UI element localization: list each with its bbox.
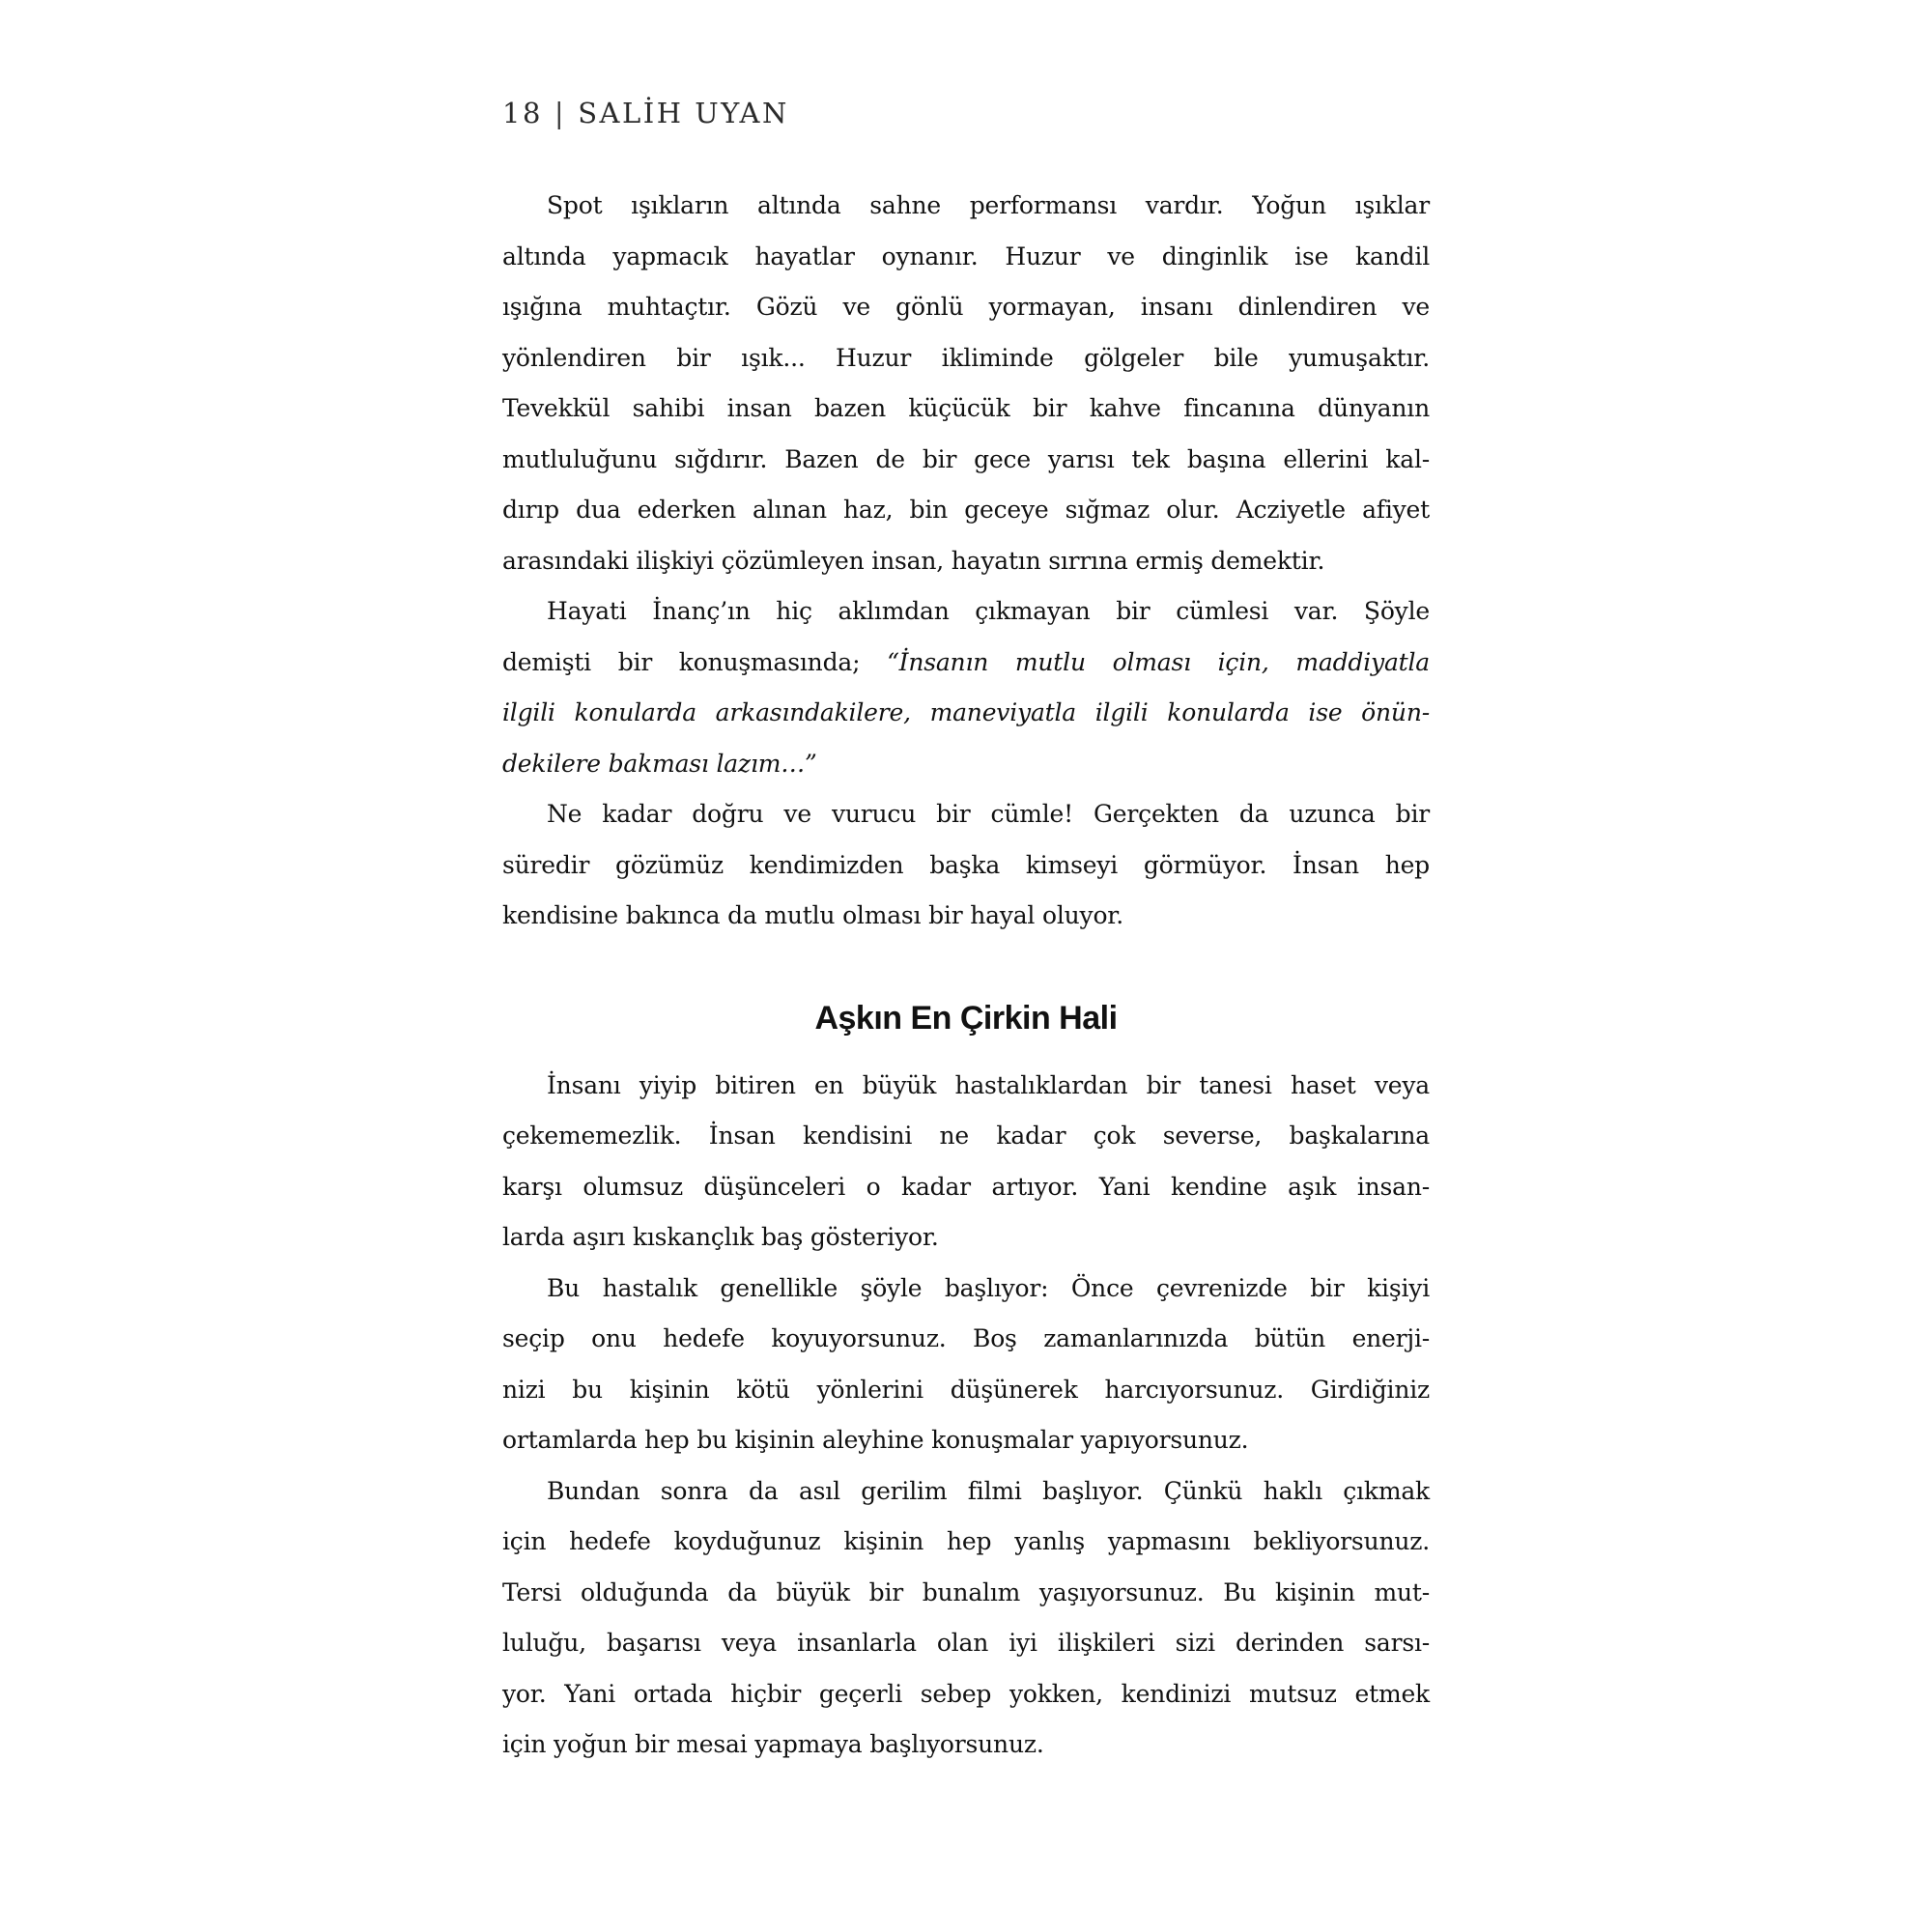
paragraph — [502, 789, 1430, 942]
page-body — [502, 181, 1430, 1771]
text-line — [502, 282, 1430, 333]
text-line — [502, 1314, 1430, 1365]
paragraph — [502, 1264, 1430, 1466]
body-text: için hedefe koyduğunuz kişinin hep yanlış yapmasını bekliyorsunuz. — [502, 1527, 1430, 1555]
running-title: SALİH UYAN — [578, 97, 789, 129]
paragraph — [502, 181, 1430, 586]
text-line — [502, 1061, 1430, 1112]
quote-text: ilgili konularda arkasındakilere, maneviyatla ilgili konularda ise önün- — [502, 698, 1430, 726]
body-text: kendisine bakınca da mutlu olması bir hayal oluyor. — [502, 901, 1124, 929]
page-number: 18 — [502, 97, 543, 129]
body-text: Bundan sonra da asıl gerilim filmi başlıyor. Çünkü haklı çıkmak — [547, 1476, 1430, 1505]
body-text: seçip onu hedefe koyuyorsunuz. Boş zamanlarınızda bütün enerji- — [502, 1324, 1430, 1352]
body-text: Hayati İnanç’ın hiç aklımdan çıkmayan bir cümlesi var. Şöyle — [547, 597, 1430, 625]
text-line — [502, 1415, 1430, 1466]
text-line — [502, 435, 1430, 486]
text-line — [502, 1212, 1430, 1264]
body-text: için yoğun bir mesai yapmaya başlıyorsunuz. — [502, 1730, 1044, 1758]
body-text: luluğu, başarısı veya insanlarla olan iyi ilişkileri sizi derinden sarsı- — [502, 1629, 1430, 1657]
body-text: arasındaki ilişkiyi çözümleyen insan, hayatın sırrına ermiş demektir. — [502, 546, 1325, 575]
text-line — [502, 1162, 1430, 1213]
body-text: İnsanı yiyip bitiren en büyük hastalıklardan bir tanesi haset veya — [547, 1070, 1430, 1099]
body-text: ışığına muhtaçtır. Gözü ve gönlü yormayan, insanı dinlendiren ve — [502, 293, 1430, 321]
body-text: Ne kadar doğru ve vurucu bir cümle! Gerçekten da uzunca bir — [547, 800, 1430, 828]
body-text: süredir gözümüz kendimizden başka kimseyi görmüyor. İnsan hep — [502, 850, 1430, 879]
text-line — [502, 333, 1430, 384]
body-text: larda aşırı kıskançlık baş gösteriyor. — [502, 1223, 939, 1251]
body-text: altında yapmacık hayatlar oynanır. Huzur ve dinginlik ise kandil — [502, 242, 1430, 270]
text-line — [502, 181, 1430, 232]
text-line — [502, 739, 1430, 790]
body-text: dırıp dua ederken alınan haz, bin geceye sığmaz olur. Acziyetle afiyet — [502, 496, 1430, 524]
body-text: demişti bir konuşmasında; — [502, 647, 888, 676]
text-line — [502, 485, 1430, 536]
section-heading: Aşkın En Çirkin Hali — [814, 999, 1118, 1037]
body-text: nizi bu kişinin kötü yönlerini düşünerek harcıyorsunuz. Girdiğiniz — [502, 1375, 1430, 1404]
paragraph — [502, 1466, 1430, 1771]
page-header — [502, 96, 1430, 130]
text-line — [502, 1466, 1430, 1518]
text-line — [502, 536, 1430, 587]
text-line — [502, 1517, 1430, 1568]
book-page — [502, 0, 1430, 1771]
quote-text: “İnsanın mutlu olması için, maddiyatla — [887, 647, 1430, 676]
text-line — [502, 688, 1430, 739]
body-text: Tersi olduğunda da büyük bir bunalım yaşıyorsunuz. Bu kişinin mut- — [502, 1577, 1430, 1606]
text-line — [502, 586, 1430, 638]
header-separator: | — [554, 97, 567, 129]
text-line — [502, 840, 1430, 892]
body-text: Bu hastalık genellikle şöyle başlıyor: Önce çevrenizde bir kişiyi — [547, 1273, 1430, 1302]
paragraph — [502, 1061, 1430, 1264]
text-line — [502, 232, 1430, 283]
text-line — [502, 1111, 1430, 1162]
text-line — [502, 384, 1430, 435]
body-text: mutluluğunu sığdırır. Bazen de bir gece yarısı tek başına ellerini kal- — [502, 444, 1430, 473]
text-line — [502, 1719, 1430, 1771]
text-line — [502, 891, 1430, 942]
body-text: çekememezlik. İnsan kendisini ne kadar çok severse, başkalarına — [502, 1122, 1430, 1150]
body-text: Spot ışıkların altında sahne performansı vardır. Yoğun ışıklar — [547, 191, 1430, 219]
paragraph — [502, 586, 1430, 789]
text-line — [502, 1365, 1430, 1416]
text-line — [502, 789, 1430, 840]
text-line — [502, 1264, 1430, 1315]
quote-text: dekilere bakması lazım…” — [502, 749, 817, 778]
body-text: Tevekkül sahibi insan bazen küçücük bir kahve fincanına dünyanın — [502, 394, 1430, 422]
body-text: ortamlarda hep bu kişinin aleyhine konuşmalar yapıyorsunuz. — [502, 1426, 1249, 1454]
body-text: karşı olumsuz düşünceleri o kadar artıyor. Yani kendine aşık insan- — [502, 1172, 1430, 1201]
text-line — [502, 1669, 1430, 1720]
body-text: yönlendiren bir ışık... Huzur ikliminde gölgeler bile yumuşaktır. — [502, 343, 1430, 372]
text-line — [502, 1568, 1430, 1619]
body-text: yor. Yani ortada hiçbir geçerli sebep yokken, kendinizi mutsuz etmek — [502, 1679, 1430, 1708]
text-line — [502, 638, 1430, 689]
text-line — [502, 1618, 1430, 1669]
